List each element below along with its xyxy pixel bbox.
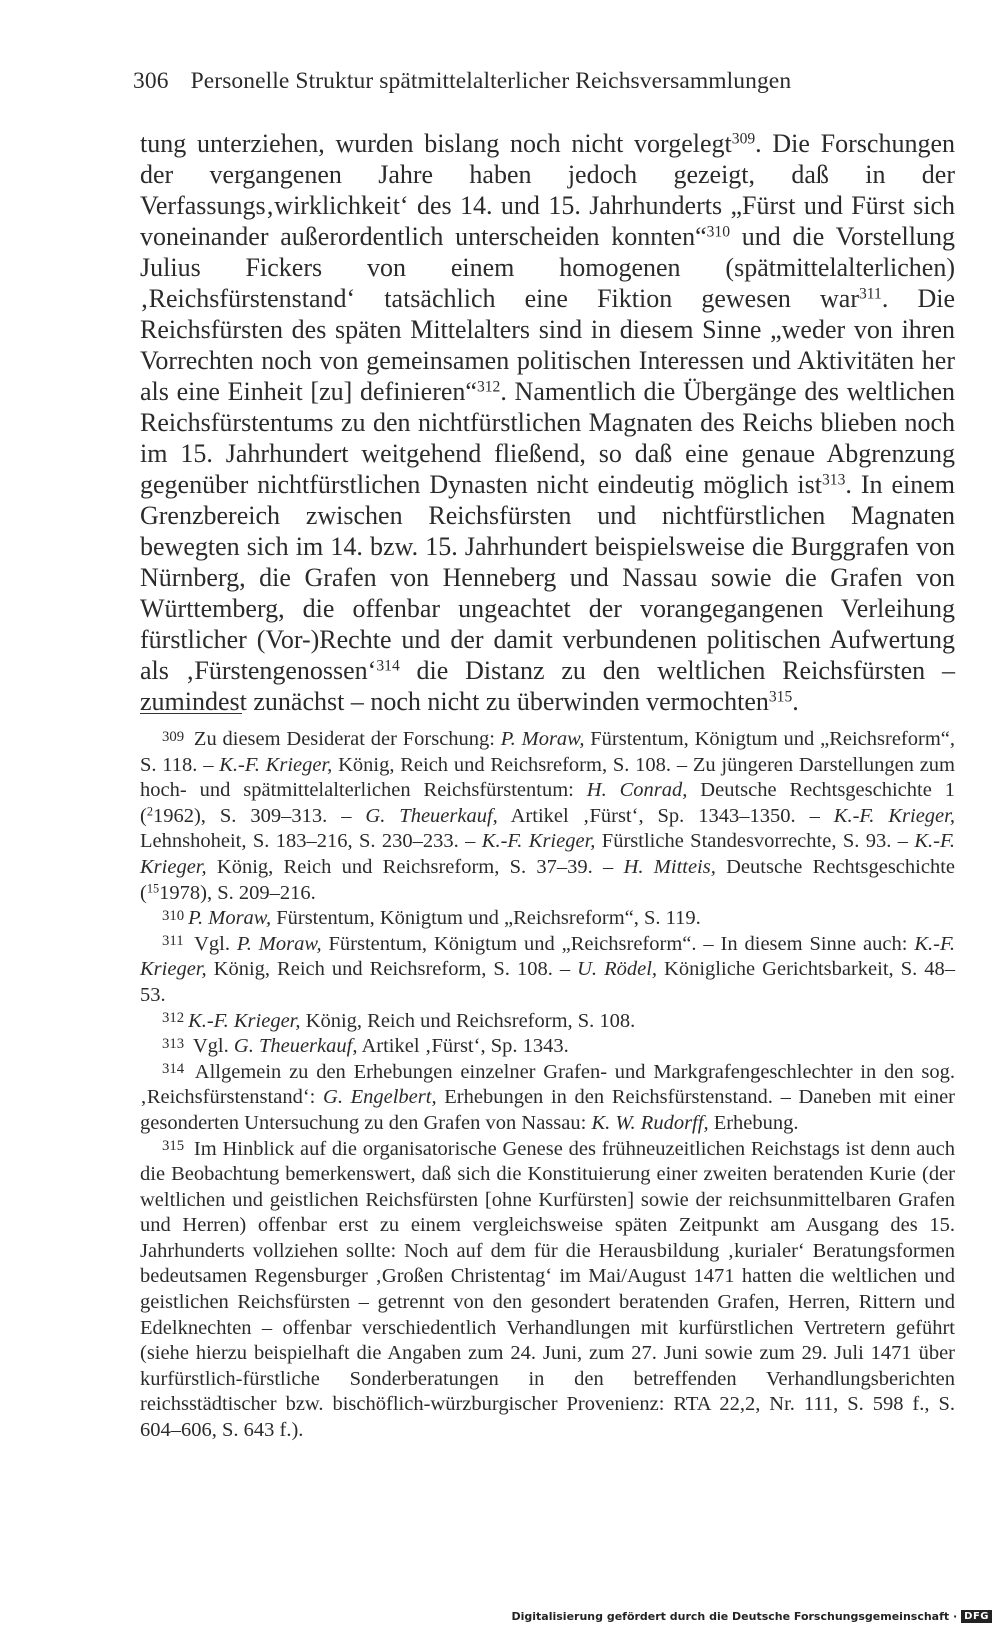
footnotes <box>140 727 955 1444</box>
text-run: Fürstentum, Königtum und „Reichsreform“, S. 118. – <box>140 728 955 776</box>
text-run: Deutsche Rechtsgeschichte ( <box>140 855 955 904</box>
text-run: Allgemein zu den Erhebungen einzelner Grafen- und Markgrafengeschlechter in den sog. ‚Reichsfürstenstand‘: <box>140 1060 955 1109</box>
author-name: G. Theuerkauf, <box>233 1035 358 1058</box>
text-run: 1962), S. 309–313. – <box>152 804 366 827</box>
text-run: . In einem Grenzbereich zwischen Reichsfürsten und nichtfürstlichen Magnaten bewegten sich im 14. bzw. 15. Jahrhundert beispielsweise die Burggrafen von Nürnberg, die Grafen von Henneberg und Nassau sowie die Grafen von Württemberg, die offenbar ungeachtet der vorangegangenen Verleihung fürstlicher (Vor-)Rechte und der damit verbundenen politischen Aufwertung als ‚Fürstengenossen‘ <box>140 470 955 685</box>
author-name: U. Rödel, <box>577 958 658 981</box>
footnote-number: 315 <box>162 1138 185 1155</box>
footnote-number: 311 <box>162 933 184 950</box>
text-run: König, Reich und Reichsreform, S. 108. – <box>206 958 578 981</box>
text-run: Vgl. <box>188 1035 234 1058</box>
text-run: Königliche Gerichtsbarkeit, S. 48–53. <box>140 958 955 1006</box>
footnote-ref-313[interactable]: 313 <box>821 471 846 489</box>
text-run: Erhebungen in den Reichsfürstenstand. – Daneben mit einer gesonderten Untersuchung zu den Grafen von Nassau: <box>140 1086 955 1134</box>
author-name: H. Mitteis, <box>623 855 716 878</box>
author-name: K.-F. Krieger, <box>219 753 333 776</box>
author-name: K.-F. Krieger, <box>833 804 955 827</box>
author-name: P. Moraw, <box>188 907 272 930</box>
text-run: . Die Reichsfürsten des späten Mittelalters sind in diesem Sinne „weder von ihren Vorrechten noch von gemeinsamen politischen Interessen und Aktivitäten her als eine Einheit [zu] definieren“ <box>140 284 955 406</box>
author-name: K.-F. Krieger, <box>481 830 596 853</box>
text-run: . Die Forschungen der vergangenen Jahre haben jedoch gezeigt, daß in der Verfassungs‚wirklichkeit‘ des 14. und 15. Jahrhunderts „Fürst und Fürst sich voneinander außerordentlich unterscheiden konnten“ <box>140 129 955 251</box>
footnote-ref-315[interactable]: 315 <box>768 688 793 706</box>
digitization-credit <box>511 1610 992 1623</box>
text-run: Fürstentum, Königtum und „Reichsreform“. – In diesem Sinne auch: <box>321 932 915 955</box>
edition-number: 2 <box>146 804 153 819</box>
author-name: G. Theuerkauf, <box>365 804 498 827</box>
text-run: Artikel ‚Fürst‘, Sp. 1343. <box>357 1035 569 1058</box>
footnote-311 <box>140 932 955 1009</box>
edition-number: 15 <box>146 880 160 895</box>
author-name: K. W. Rudorff, <box>591 1111 709 1134</box>
text-run: 1978), S. 209–216. <box>159 881 316 904</box>
text-run: . <box>792 687 799 716</box>
footnote-314 <box>140 1060 955 1137</box>
text-run: Im Hinblick auf die organisatorische Genese des frühneuzeitlichen Reichstags ist denn auch die Beobachtung bemerkenswert, daß sich die Konstituierung einer zweiten beratenden Kurie (der weltlichen und geistlichen Reichsfürsten [ohne Kurfürsten] sowie der reichsunmittelbaren Grafen und Herren) offenbar erst zu einem vergleichsweise späten Zeitpunkt am Ausgang des 15. Jahrhunderts vollziehen sollte: Noch auf dem für die Herausbildung ‚kurialer‘ Beratungsformen bedeutsamen Regensburger ‚Großen Christentag‘ im Mai/August 1471 hatten die weltlichen und geistlichen Reichsfürsten – getrennt von den gesondert beratenden Grafen, Herren, Rittern und Edelknechten – offenbar verschiedentlich Verhandlungen mit kurfürstlichen Vertretern geführt (siehe hierzu beispielhaft die Angaben zum 24. Juni, zum 27. Juni sowie zum 29. Juli 1471 über kurfürstlich-fürstliche Sonderberatungen in den betreffenden Verhandlungsberichten reichsstädtischer bzw. bischöflich-würzburgischer Provenienz: RTA 22,2, Nr. 111, S. 598 f., S. 604–606, S. 643 f.). <box>140 1137 955 1442</box>
footnote-ref-309[interactable]: 309 <box>731 130 756 148</box>
footnote-ref-311[interactable]: 311 <box>859 285 882 303</box>
text-run: tung unterziehen, wurden bislang noch nicht vorgelegt <box>140 129 732 158</box>
main-text <box>140 128 955 717</box>
footnote-number: 314 <box>162 1061 185 1078</box>
text-run: König, Reich und Reichsreform, S. 108. <box>300 1009 636 1032</box>
footnote-315 <box>140 1137 955 1444</box>
footnote-ref-310[interactable]: 310 <box>706 223 731 241</box>
dfg-logo: DFG <box>961 1610 992 1623</box>
text-run: . Namentlich die Übergänge des weltlichen Reichsfürstentums zu den nichtfürstlichen Magnaten des Reichs blieben noch im 15. Jahrhundert weitgehend fließend, so daß eine genaue Abgrenzung gegenüber nichtfürstlichen Dynasten nicht eindeutig möglich ist <box>140 377 956 499</box>
credit-text: Digitalisierung gefördert durch die Deutsche Forschungsgemeinschaft · <box>511 1610 958 1623</box>
text-run: Zu diesem Desiderat der Forschung: <box>188 728 501 750</box>
footnote-310 <box>140 906 955 932</box>
author-name: P. Moraw, <box>500 728 585 750</box>
author-name: K.-F. Krieger, <box>188 1009 301 1032</box>
running-title: Personelle Struktur spätmittelalterlicher Reichsversammlungen <box>190 68 792 94</box>
text-run: Lehnshoheit, S. 183–216, S. 230–233. – <box>140 830 482 853</box>
text-run: und die Vorstellung Julius Fickers von einem homogenen (spätmittelalterlichen) ‚Reichsfürstenstand‘ tatsächlich eine Fiktion gewesen war <box>140 222 955 313</box>
footnote-ref-312[interactable]: 312 <box>476 378 501 396</box>
text-run: Erhebung. <box>708 1111 799 1134</box>
main-paragraph <box>140 128 955 717</box>
footnote-313 <box>140 1034 955 1060</box>
running-header <box>133 68 963 95</box>
footnote-ref-314[interactable]: 314 <box>376 657 400 675</box>
author-name: H. Conrad, <box>586 779 688 802</box>
footnote-number: 313 <box>162 1035 185 1052</box>
author-name: G. Engelbert, <box>323 1086 437 1109</box>
footnote-separator <box>140 713 242 714</box>
footnote-312 <box>140 1009 955 1035</box>
page-number: 306 <box>133 68 169 94</box>
text-run: König, Reich und Reichsreform, S. 37–39. – <box>206 855 624 878</box>
text-run: Vgl. <box>187 932 237 955</box>
footnote-309 <box>140 727 955 906</box>
text-run: Fürstentum, Königtum und „Reichsreform“, S. 119. <box>271 907 701 930</box>
author-name: P. Moraw, <box>236 932 322 955</box>
text-run: Artikel ‚Fürst‘, Sp. 1343–1350. – <box>497 804 834 827</box>
text-run: die Distanz zu den weltlichen Reichsfürsten – zumindest zunächst – noch nicht zu überwinden vermochten <box>140 656 955 716</box>
author-name: K.-F. Krieger, <box>140 830 955 878</box>
footnote-number: 312 <box>162 1010 185 1027</box>
text-run: Deutsche Rechtsgeschichte 1 ( <box>140 779 955 827</box>
text-run: König, Reich und Reichsreform, S. 108. – Zu jüngeren Darstellungen zum hoch- und spätmittelalterlichen Reichsfürstentum: <box>140 753 955 802</box>
text-run: Fürstliche Standesvorrechte, S. 93. – <box>595 830 915 853</box>
footnote-number: 309 <box>162 728 185 745</box>
author-name: K.-F. Krieger, <box>140 932 955 981</box>
footnote-number: 310 <box>162 907 185 924</box>
